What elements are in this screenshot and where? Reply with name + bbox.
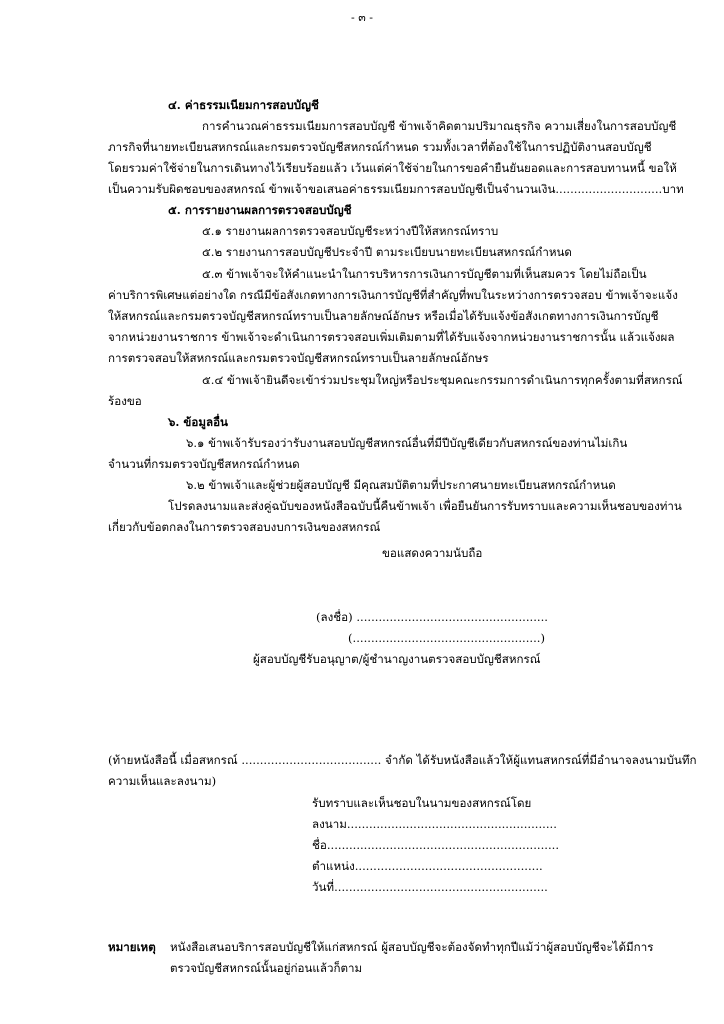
ack-title: รับทราบและเห็นชอบในนามของสหกรณ์โดย [312, 796, 532, 810]
section-5-line: การตรวจสอบให้สหกรณ์และกรมตรวจบัญชีสหกรณ์ทราบเป็นลายลักษณ์อักษร [108, 351, 489, 365]
section-6-heading: ๖. ข้อมูลอื่น [168, 415, 228, 429]
section-5-item: ๕.๑ รายงานผลการตรวจสอบบัญชีระหว่างปีให้สหกรณ์ทราบ [202, 224, 499, 238]
section-4-line: เป็นความรับผิดชอบของสหกรณ์ ข้าพเจ้าขอเสนอค่าธรรมเนียมการสอบบัญชีเป็นจำนวนเงิน.............................บาท [108, 182, 684, 196]
signer-name-line: (...................................................) [348, 631, 545, 645]
regards: ขอแสดงความนับถือ [382, 546, 483, 560]
footer-note-line: ความเห็นและลงนาม) [108, 774, 217, 788]
section-5-item: ๕.๒ รายงานการสอบบัญชีประจำปี ตามระเบียบนายทะเบียนสหกรณ์กำหนด [202, 245, 572, 259]
ack-name-field: ชื่อ............................................................... [312, 838, 560, 852]
section-5-item: ๕.๓ ข้าพเจ้าจะให้คำแนะนำในการบริหารการเงินการบัญชีตามที่เห็นสมควร โดยไม่ถือเป็น [202, 267, 647, 281]
section-4-heading: ๔. ค่าธรรมเนียมการสอบบัญชี [168, 98, 319, 112]
signer-title: ผู้สอบบัญชีรับอนุญาต/ผู้ชำนาญงานตรวจสอบบัญชีสหกรณ์ [253, 652, 541, 666]
footer-note-line: (ท้ายหนังสือนี้ เมื่อสหกรณ์ ...................................... จำกัด ได้รับหนังสือแล้วให้ผู้แทนสหกรณ์ที่มีอำนาจลงนามบันทึก [108, 753, 697, 767]
section-4-line: การคำนวณค่าธรรมเนียมการสอบบัญชี ข้าพเจ้าคิดตามปริมาณธุรกิจ ความเสี่ยงในการสอบบัญชี [202, 119, 677, 133]
section-5-heading: ๕. การรายงานผลการตรวจสอบบัญชี [168, 203, 352, 217]
remark-line: ตรวจบัญชีสหกรณ์นั้นอยู่ก่อนแล้วก็ตาม [170, 961, 363, 975]
ack-date-field: วันที่.......................................................... [312, 880, 548, 894]
section-4-line: โดยรวมค่าใช้จ่ายในการเดินทางไว้เรียบร้อยแล้ว เว้นแต่ค่าใช้จ่ายในการขอคำยืนยันยอดและการสอบทานหนี้ ขอให้ [108, 161, 677, 175]
section-4-line: ภารกิจที่นายทะเบียนสหกรณ์และกรมตรวจบัญชีสหกรณ์กำหนด รวมทั้งเวลาที่ต้องใช้ในการปฏิบัติงานสอบบัญชี [108, 140, 652, 154]
closing-line: โปรดลงนามและส่งคู่ฉบับของหนังสือฉบับนี้คืนข้าพเจ้า เพื่อยืนยันการรับทราบและความเห็นชอบของท่าน [168, 499, 682, 513]
section-5-line: ให้สหกรณ์และกรมตรวจบัญชีสหกรณ์ทราบเป็นลายลักษณ์อักษร หรือเมื่อได้รับแจ้งข้อสังเกตทางการเงินการบัญชี [108, 309, 659, 323]
section-6-item: ๖.๒ ข้าพเจ้าและผู้ช่วยผู้สอบบัญชี มีคุณสมบัติตามที่ประกาศนายทะเบียนสหกรณ์กำหนด [186, 478, 616, 492]
section-5-line: ค่าบริการพิเศษแต่อย่างใด กรณีมีข้อสังเกตทางการเงินการบัญชีที่สำคัญที่พบในระหว่างการตรวจสอบ ข้าพเจ้าจะแจ้ง [108, 288, 678, 302]
section-5-item: ๕.๔ ข้าพเจ้ายินดีจะเข้าร่วมประชุมใหญ่หรือประชุมคณะกรรมการดำเนินการทุกครั้งตามที่สหกรณ์ [202, 373, 683, 387]
remark-label: หมายเหตุ [108, 940, 156, 954]
section-5-line: จากหน่วยงานราชการ ข้าพเจ้าจะดำเนินการตรวจสอบเพิ่มเติมตามที่ได้รับแจ้งจากหน่วยงานราชการนั้น แล้วแจ้งผล [108, 330, 675, 344]
section-5-line: ร้องขอ [108, 394, 142, 408]
remark-line: หนังสือเสนอบริการสอบบัญชีให้แก่สหกรณ์ ผู้สอบบัญชีจะต้องจัดทำทุกปีแม้ว่าผู้สอบบัญชีจะได้มีการ [170, 940, 654, 954]
ack-sign-field: ลงนาม......................................................... [312, 817, 557, 831]
signature-line: (ลงชื่อ) .................................................... [316, 610, 548, 624]
page-number: - ๓ - [351, 11, 373, 24]
closing-line: เกี่ยวกับข้อตกลงในการตรวจสอบงบการเงินของสหกรณ์ [108, 520, 381, 534]
ack-position-field: ตำแหน่ง................................................... [312, 859, 543, 873]
section-6-line: จำนวนที่กรมตรวจบัญชีสหกรณ์กำหนด [108, 457, 300, 471]
section-6-item: ๖.๑ ข้าพเจ้ารับรองว่ารับงานสอบบัญชีสหกรณ์อื่นที่มีปีบัญชีเดียวกับสหกรณ์ของท่านไม่เกิน [186, 436, 628, 450]
